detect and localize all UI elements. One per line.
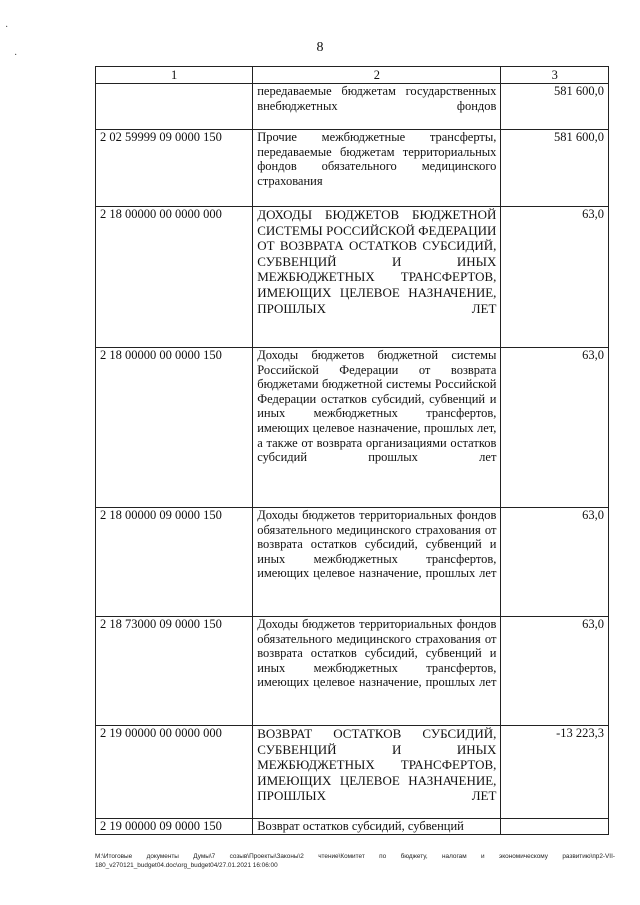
row-description: Доходы бюджетов бюджетной системы Российской Федерации от возврата бюджетами бюджетной системы Российской Федерации остатков субсидий, субвенций и иных межбюджетных трансфертов, имеющих целевое назначение, прошлых лет, а также от возврата организациями остатков субсидий прошлых лет [253,348,501,508]
row-description: Доходы бюджетов территориальных фондов обязательного медицинского страхования от возврата остатков субсидий, субвенций и иных межбюджетных трансфертов, имеющих целевое назначение, прошлых лет [253,508,501,617]
column-header: 3 [501,67,609,84]
row-amount: 63,0 [501,348,609,508]
column-header: 2 [253,67,501,84]
table-row [96,819,609,835]
row-amount: 63,0 [501,617,609,726]
row-amount: 581 600,0 [501,130,609,207]
budget-code: 2 18 00000 00 0000 000 [96,207,253,348]
table-row [96,726,609,819]
table-header-row [96,67,609,84]
row-description: Доходы бюджетов территориальных фондов обязательного медицинского страхования от возврата остатков субсидий, субвенций и иных межбюджетных трансфертов, имеющих целевое назначение, прошлых лет [253,617,501,726]
table-row [96,508,609,617]
row-description: Прочие межбюджетные трансферты, передаваемые бюджетам территориальных фондов обязательного медицинского страхования [253,130,501,207]
budget-table [95,66,609,835]
row-description: ДОХОДЫ БЮДЖЕТОВ БЮДЖЕТНОЙ СИСТЕМЫ РОССИЙСКОЙ ФЕДЕРАЦИИ ОТ ВОЗВРАТА ОСТАТКОВ СУБСИДИЙ, СУБВЕНЦИЙ И ИНЫХ МЕЖБЮДЖЕТНЫХ ТРАНСФЕРТОВ, ИМЕЮЩИХ ЦЕЛЕВОЕ НАЗНАЧЕНИЕ, ПРОШЛЫХ ЛЕТ [253,207,501,348]
row-amount: 581 600,0 [501,84,609,130]
table-row [96,84,609,130]
row-amount [501,819,609,835]
budget-code [96,84,253,130]
column-header: 1 [96,67,253,84]
budget-code: 2 02 59999 09 0000 150 [96,130,253,207]
scan-speck: · [14,50,18,61]
row-amount: 63,0 [501,508,609,617]
budget-code: 2 18 00000 09 0000 150 [96,508,253,617]
row-amount: -13 223,3 [501,726,609,819]
row-description: Возврат остатков субсидий, субвенций [253,819,501,835]
budget-code: 2 18 73000 09 0000 150 [96,617,253,726]
budget-code: 2 18 00000 00 0000 150 [96,348,253,508]
budget-code: 2 19 00000 09 0000 150 [96,819,253,835]
scan-speck: · [5,22,9,33]
table-row [96,207,609,348]
row-description: передаваемые бюджетам государственных внебюджетных фондов [253,84,501,130]
table-row [96,130,609,207]
table-row [96,617,609,726]
row-amount: 63,0 [501,207,609,348]
file-path-footer: M:\Итоговые документы Думы\7 созыв\Проекты\Законы\2 чтение\Комитет по бюджету, налогам и экономическому развитию\пр2-VII-180_v270121_budget04.doc\org_budget04/27.01.2021 16:06:00 [95,853,615,869]
page-number: 8 [316,40,324,55]
row-description: ВОЗВРАТ ОСТАТКОВ СУБСИДИЙ, СУБВЕНЦИЙ И ИНЫХ МЕЖБЮДЖЕТНЫХ ТРАНСФЕРТОВ, ИМЕЮЩИХ ЦЕЛЕВОЕ НАЗНАЧЕНИЕ, ПРОШЛЫХ ЛЕТ [253,726,501,819]
table-row [96,348,609,508]
budget-code: 2 19 00000 00 0000 000 [96,726,253,819]
